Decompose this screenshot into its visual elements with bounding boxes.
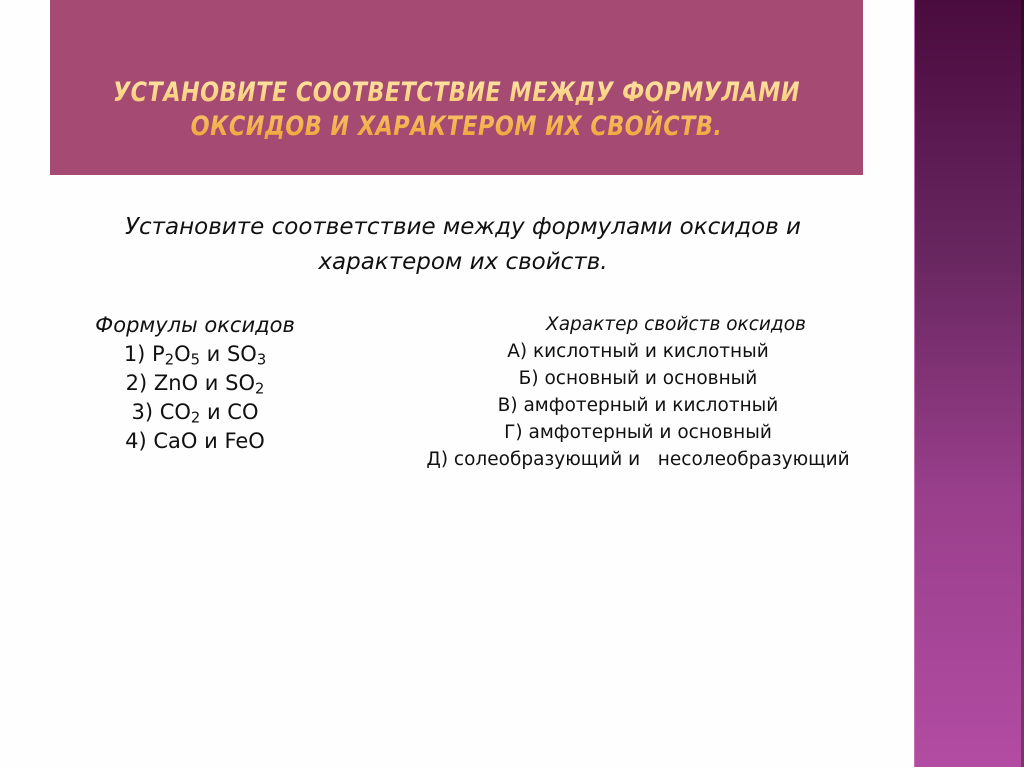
formula-text: и CO [200, 400, 259, 424]
formula-item [60, 398, 330, 427]
property-item: А) кислотный и кислотный [507, 341, 769, 362]
formula-subscript: 2 [254, 380, 265, 398]
properties-column [400, 311, 876, 473]
formula-text: O [174, 342, 191, 366]
task-line-2: характером их свойств. [318, 249, 608, 275]
formula-subscript: 5 [190, 351, 200, 369]
property-item: Д) солеобразующий и несолеобразующий [426, 449, 850, 470]
formula-item [60, 427, 330, 456]
formula-subscript: 3 [256, 351, 267, 369]
slide-title: УСТАНОВИТЕ СООТВЕТСТВИЕ МЕЖДУ ФОРМУЛАМИ ОКСИДОВ И ХАРАКТЕРОМ ИХ СВОЙСТВ. [83, 76, 831, 144]
formula-subscript: 2 [190, 409, 201, 427]
property-item: В) амфотерный и кислотный [497, 395, 779, 416]
formula-text: 2) ZnO и SO [125, 371, 255, 395]
property-item: Г) амфотерный и основный [504, 422, 772, 443]
formulas-list [60, 340, 330, 456]
task-line-1: Установите соответствие между формулами оксидов и [124, 214, 802, 240]
decorative-sidebar [914, 0, 1024, 767]
formula-item [60, 340, 330, 369]
formula-text: и SO [199, 342, 257, 366]
formula-item [60, 369, 330, 398]
formula-text: 1) P [123, 342, 165, 366]
title-banner [50, 0, 863, 175]
property-item: Б) основный и основный [518, 368, 758, 389]
properties-heading: Характер свойств оксидов [546, 314, 806, 335]
formula-text: 4) CaO и FeO [125, 429, 265, 453]
formula-subscript: 2 [164, 351, 175, 369]
formula-text: 3) CO [131, 400, 191, 424]
task-statement [40, 210, 886, 280]
formulas-heading: Формулы оксидов [95, 313, 295, 337]
formulas-column [60, 311, 330, 456]
